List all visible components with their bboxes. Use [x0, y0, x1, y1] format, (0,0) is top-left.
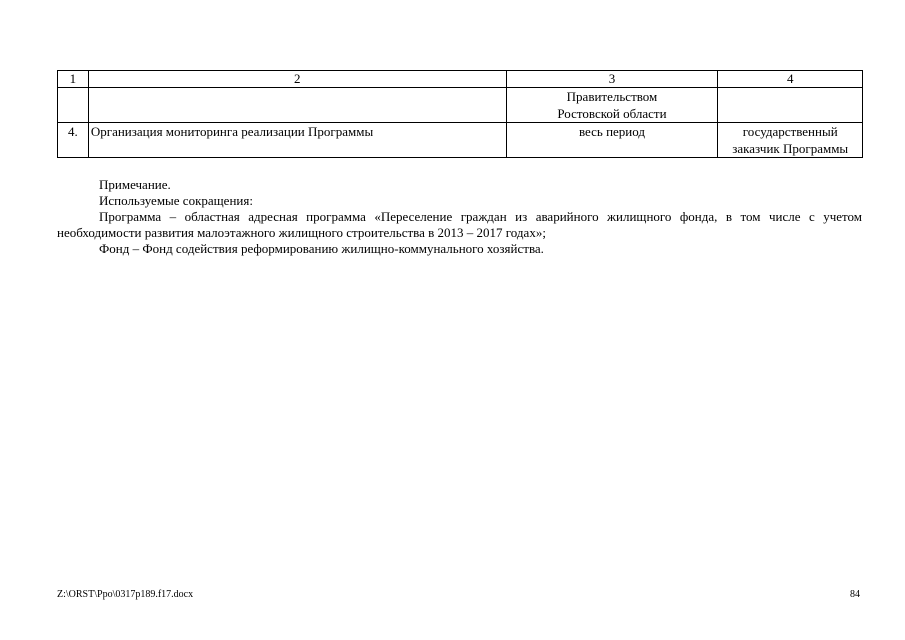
document-table: [57, 70, 863, 158]
header-col-4: 4: [718, 71, 863, 88]
note-title: Примечание.: [99, 177, 171, 192]
row-executor-line1: государственный: [742, 124, 838, 139]
cont-cell-1: [58, 88, 89, 123]
footer-page-number: 84: [850, 589, 860, 600]
row-executor: [718, 123, 863, 158]
table-row-continuation: [58, 88, 863, 123]
cont-cell-3-line2: Ростовской области: [557, 106, 667, 121]
header-col-1: 1: [58, 71, 89, 88]
abbreviations-heading: Используемые сокращения:: [99, 193, 253, 208]
cont-cell-3-line1: Правительством: [566, 89, 658, 104]
program-definition: Программа – областная адресная программа «Переселение граждан из аварийного жилищного фонда, в том числе с учетом необходимости развития малоэтажного жилищного строительства в 2013 – 2017 годах»;: [57, 209, 862, 240]
cont-cell-2: [88, 88, 506, 123]
table-row: [58, 123, 863, 158]
table-header-row: [58, 71, 863, 88]
row-executor-line2: заказчик Программы: [732, 141, 849, 156]
footer-file-path: Z:\ORST\Ppo\0317p189.f17.docx: [57, 589, 194, 600]
header-col-3: 3: [506, 71, 718, 88]
fund-definition: Фонд – Фонд содействия реформированию жилищно-коммунального хозяйства.: [99, 241, 544, 256]
cont-cell-3: [506, 88, 718, 123]
cont-cell-4: [718, 88, 863, 123]
header-col-2: 2: [88, 71, 506, 88]
row-period: весь период: [506, 123, 718, 158]
notes-section: [57, 177, 862, 257]
row-number: 4.: [58, 123, 89, 158]
row-activity: Организация мониторинга реализации Программы: [88, 123, 506, 158]
